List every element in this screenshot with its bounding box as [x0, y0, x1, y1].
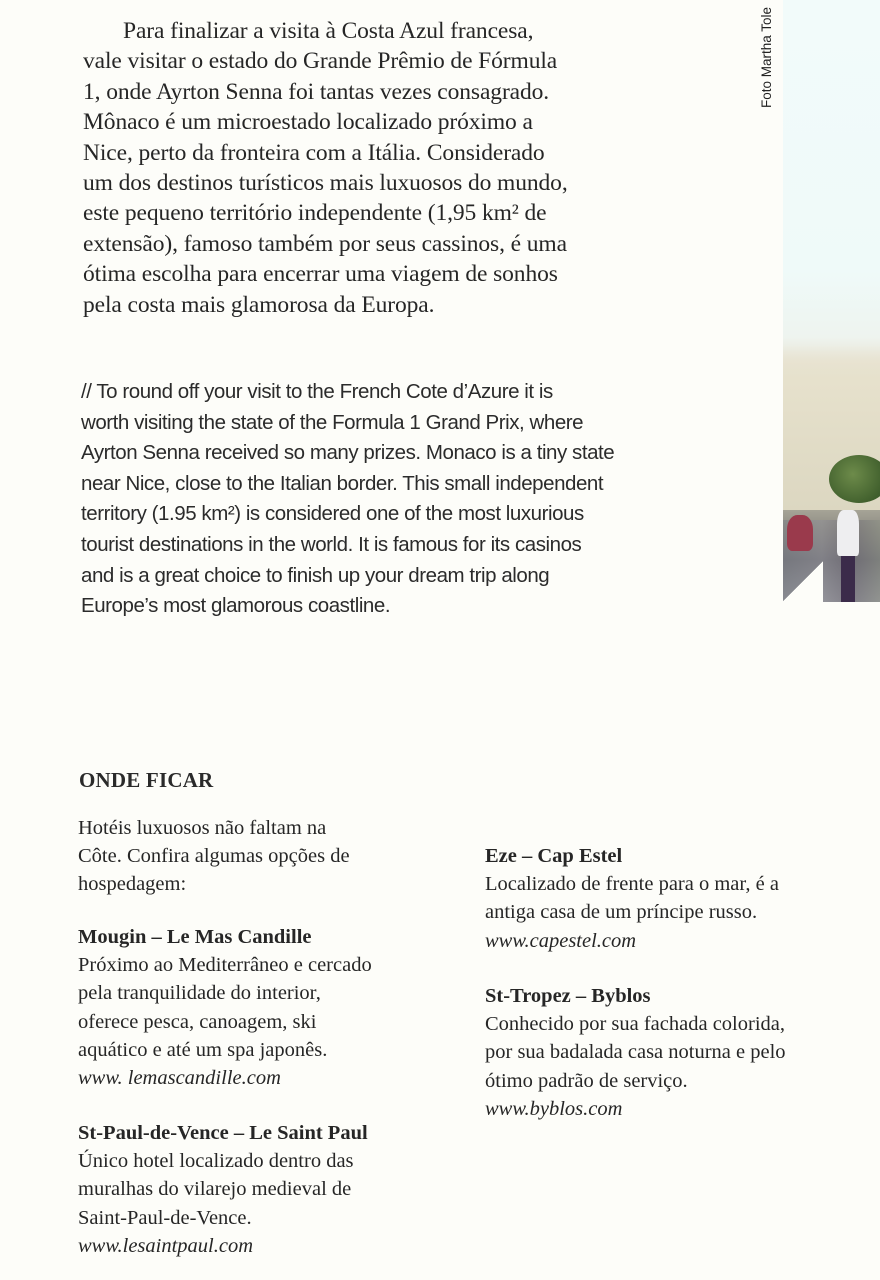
hotel-description-line: oferece pesca, canoagem, ski	[78, 1010, 317, 1033]
pt-line: vale visitar o estado do Grande Prêmio de Fórmula	[83, 48, 558, 75]
hotel-description-line: muralhas do vilarejo medieval de	[78, 1178, 352, 1201]
hotel-entry	[78, 1119, 368, 1260]
pt-line: Nice, perto da fronteira com a Itália. Considerado	[83, 139, 545, 166]
intro-line: Hotéis luxuosos não faltam na	[78, 817, 327, 839]
pt-line: ótima escolha para encerrar uma viagem de sonhos	[83, 261, 558, 288]
hotel-name: St-Paul-de-Vence – Le Saint Paul	[78, 1122, 368, 1144]
hotel-url: www. lemascandille.com	[78, 1067, 281, 1090]
hotel-description-line: pela tranquilidade do interior,	[78, 982, 321, 1005]
hotel-description-line: Localizado de frente para o mar, é a	[485, 873, 779, 896]
pt-line: um dos destinos turísticos mais luxuosos do mundo,	[83, 170, 568, 197]
pt-line: 1, onde Ayrton Senna foi tantas vezes consagrado.	[83, 78, 550, 105]
en-line: Europe’s most glamorous coastline.	[81, 594, 391, 618]
photo-credit: Foto Martha Tole	[759, 6, 774, 108]
pt-line: pela costa mais glamorosa da Europa.	[83, 291, 435, 318]
en-line: and is a great choice to finish up your dream trip along	[81, 563, 550, 587]
hotel-description-line: Conhecido por sua fachada colorida,	[485, 1013, 785, 1036]
en-line: tourist destinations in the world. It is famous for its casinos	[81, 532, 582, 556]
hotel-description-line: antiga casa de um príncipe russo.	[485, 901, 758, 924]
photo-person	[837, 510, 859, 556]
photo-person-legs	[841, 556, 855, 602]
pt-line: este pequeno território independente (1,95 km² de	[83, 200, 547, 227]
hotel-description-line: aquático e até um spa japonês.	[78, 1038, 328, 1061]
hotel-url: www.byblos.com	[485, 1097, 623, 1120]
monaco-photo	[783, 0, 880, 602]
section-intro	[78, 814, 350, 899]
en-line: territory (1.95 km²) is considered one of the most luxurious	[81, 502, 584, 526]
en-line: near Nice, close to the Italian border. This small independent	[81, 471, 604, 495]
english-paragraph	[81, 377, 681, 622]
pt-line: extensão), famoso também por seus cassinos, é uma	[83, 230, 567, 257]
hotel-entry	[485, 842, 779, 955]
photo-person	[787, 515, 813, 551]
hotel-name: Mougin – Le Mas Candille	[78, 926, 312, 948]
photo-edge	[783, 560, 823, 602]
hotel-description-line: ótimo padrão de serviço.	[485, 1069, 688, 1092]
pt-line: Para finalizar a visita à Costa Azul francesa,	[123, 18, 534, 44]
hotel-description-line: por sua badalada casa noturna e pelo	[485, 1041, 786, 1064]
hotel-url: www.capestel.com	[485, 929, 637, 952]
en-line: // To round off your visit to the French Cote d’Azure it is	[81, 380, 553, 403]
hotel-entry	[78, 923, 372, 1092]
section-title: ONDE FICAR	[79, 768, 214, 792]
intro-line: hospedagem:	[78, 873, 187, 896]
hotel-description-line: Único hotel localizado dentro das	[78, 1150, 354, 1173]
hotel-name: Eze – Cap Estel	[485, 845, 623, 867]
hotel-name: St-Tropez – Byblos	[485, 985, 651, 1007]
photo-tree	[829, 455, 880, 503]
en-line: worth visiting the state of the Formula 1 Grand Prix, where	[81, 410, 584, 434]
en-line: Ayrton Senna received so many prizes. Monaco is a tiny state	[81, 441, 615, 465]
hotel-description-line: Saint-Paul-de-Vence.	[78, 1206, 252, 1229]
pt-line: Mônaco é um microestado localizado próximo a	[83, 109, 533, 136]
portuguese-paragraph	[83, 16, 683, 320]
hotel-url: www.lesaintpaul.com	[78, 1234, 254, 1257]
intro-line: Côte. Confira algumas opções de	[78, 845, 350, 868]
hotel-entry	[485, 982, 786, 1123]
hotel-description-line: Próximo ao Mediterrâneo e cercado	[78, 954, 372, 977]
